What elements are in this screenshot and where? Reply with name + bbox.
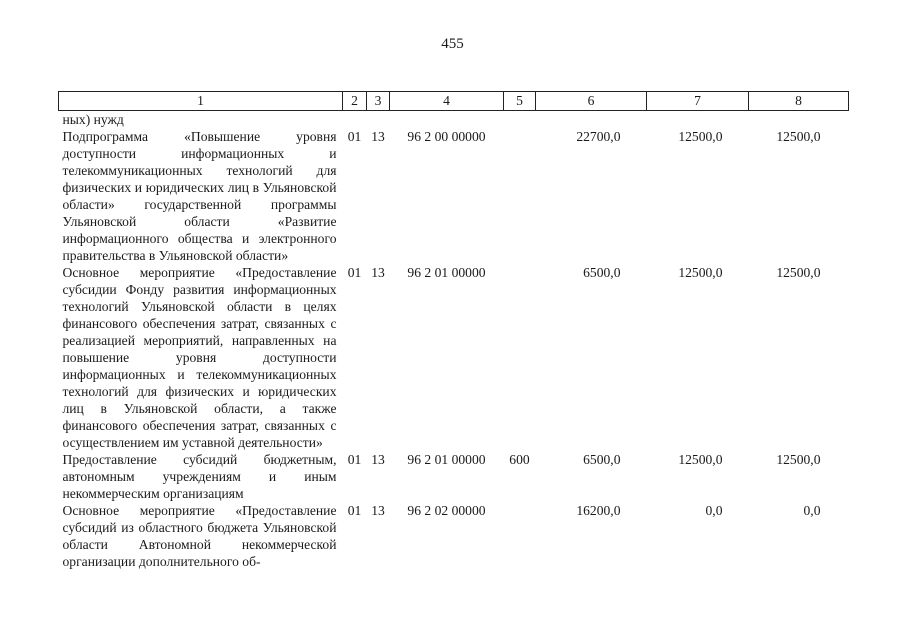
continuation-text: ных) нужд <box>62 112 124 127</box>
row-expense-type: 600 <box>509 452 530 467</box>
row-section-code: 01 <box>347 452 362 467</box>
column-header-2: 2 <box>343 92 367 111</box>
row-section-code: 01 <box>347 129 362 144</box>
column-header-1: 1 <box>59 92 343 111</box>
row-section-code: 01 <box>347 265 362 280</box>
column-header-4: 4 <box>390 92 504 111</box>
row-subsection-code: 13 <box>371 129 385 144</box>
row-expense-type <box>504 264 536 451</box>
row-name: Основное мероприятие «Предоставление субсидии Фонду развития информационных технологий Ульяновской области в целях финансового обеспечения затрат, связанных с реализацией мероприятий, направленных на повышение уровня доступности информационных и телекоммуникационных технологий для физических и юридических лиц в Ульяновской области, а также финансового обеспечения затрат, связанных с осуществлением им уставной деятельности» <box>62 265 337 450</box>
budget-table <box>58 91 849 570</box>
row-subsection-code: 13 <box>371 265 385 280</box>
table-row <box>59 502 849 570</box>
column-header-6: 6 <box>536 92 647 111</box>
table-row <box>59 451 849 502</box>
row-amount-col8: 12500,0 <box>776 265 821 280</box>
row-amount-col7: 0,0 <box>705 503 723 518</box>
row-amount-col6: 16200,0 <box>576 503 621 518</box>
header-row <box>59 92 849 111</box>
column-header-3: 3 <box>367 92 390 111</box>
table-row <box>59 264 849 451</box>
row-name: Подпрограмма «Повышение уровня доступности информационных и телекоммуникационных технологий для физических и юридических лиц в Ульяновской области» государственной программы Ульяновской области «Развитие информационного общества и электронного правительства в Ульяновской области» <box>62 129 337 263</box>
row-amount-col6: 6500,0 <box>583 265 621 280</box>
row-amount-col8: 0,0 <box>803 503 821 518</box>
column-header-8: 8 <box>749 92 849 111</box>
column-header-5: 5 <box>504 92 536 111</box>
row-amount-col7: 12500,0 <box>678 265 723 280</box>
row-amount-col7: 12500,0 <box>678 452 723 467</box>
table-header <box>59 92 849 111</box>
page-number: 455 <box>441 36 464 52</box>
row-expense-type <box>504 128 536 264</box>
row-amount-col8: 12500,0 <box>776 129 821 144</box>
row-amount-col6: 6500,0 <box>583 452 621 467</box>
row-subsection-code: 13 <box>371 503 385 518</box>
row-name: Предоставление субсидий бюджетным, автономным учреждениям и иным некоммерческим организациям <box>62 452 337 501</box>
row-target-article: 96 2 02 00000 <box>407 503 486 518</box>
row-target-article: 96 2 01 00000 <box>407 452 486 467</box>
row-amount-col8: 12500,0 <box>776 452 821 467</box>
row-target-article: 96 2 00 00000 <box>407 129 486 144</box>
row-section-code: 01 <box>347 503 362 518</box>
column-header-7: 7 <box>647 92 749 111</box>
continuation-row <box>59 111 849 129</box>
row-amount-col7: 12500,0 <box>678 129 723 144</box>
table-row <box>59 128 849 264</box>
row-name: Основное мероприятие «Предоставление субсидий из областного бюджета Ульяновской области Автономной некоммерческой организации дополнительного об- <box>62 503 337 569</box>
row-subsection-code: 13 <box>371 452 385 467</box>
row-target-article: 96 2 01 00000 <box>407 265 486 280</box>
row-amount-col6: 22700,0 <box>576 129 621 144</box>
row-expense-type <box>504 502 536 570</box>
